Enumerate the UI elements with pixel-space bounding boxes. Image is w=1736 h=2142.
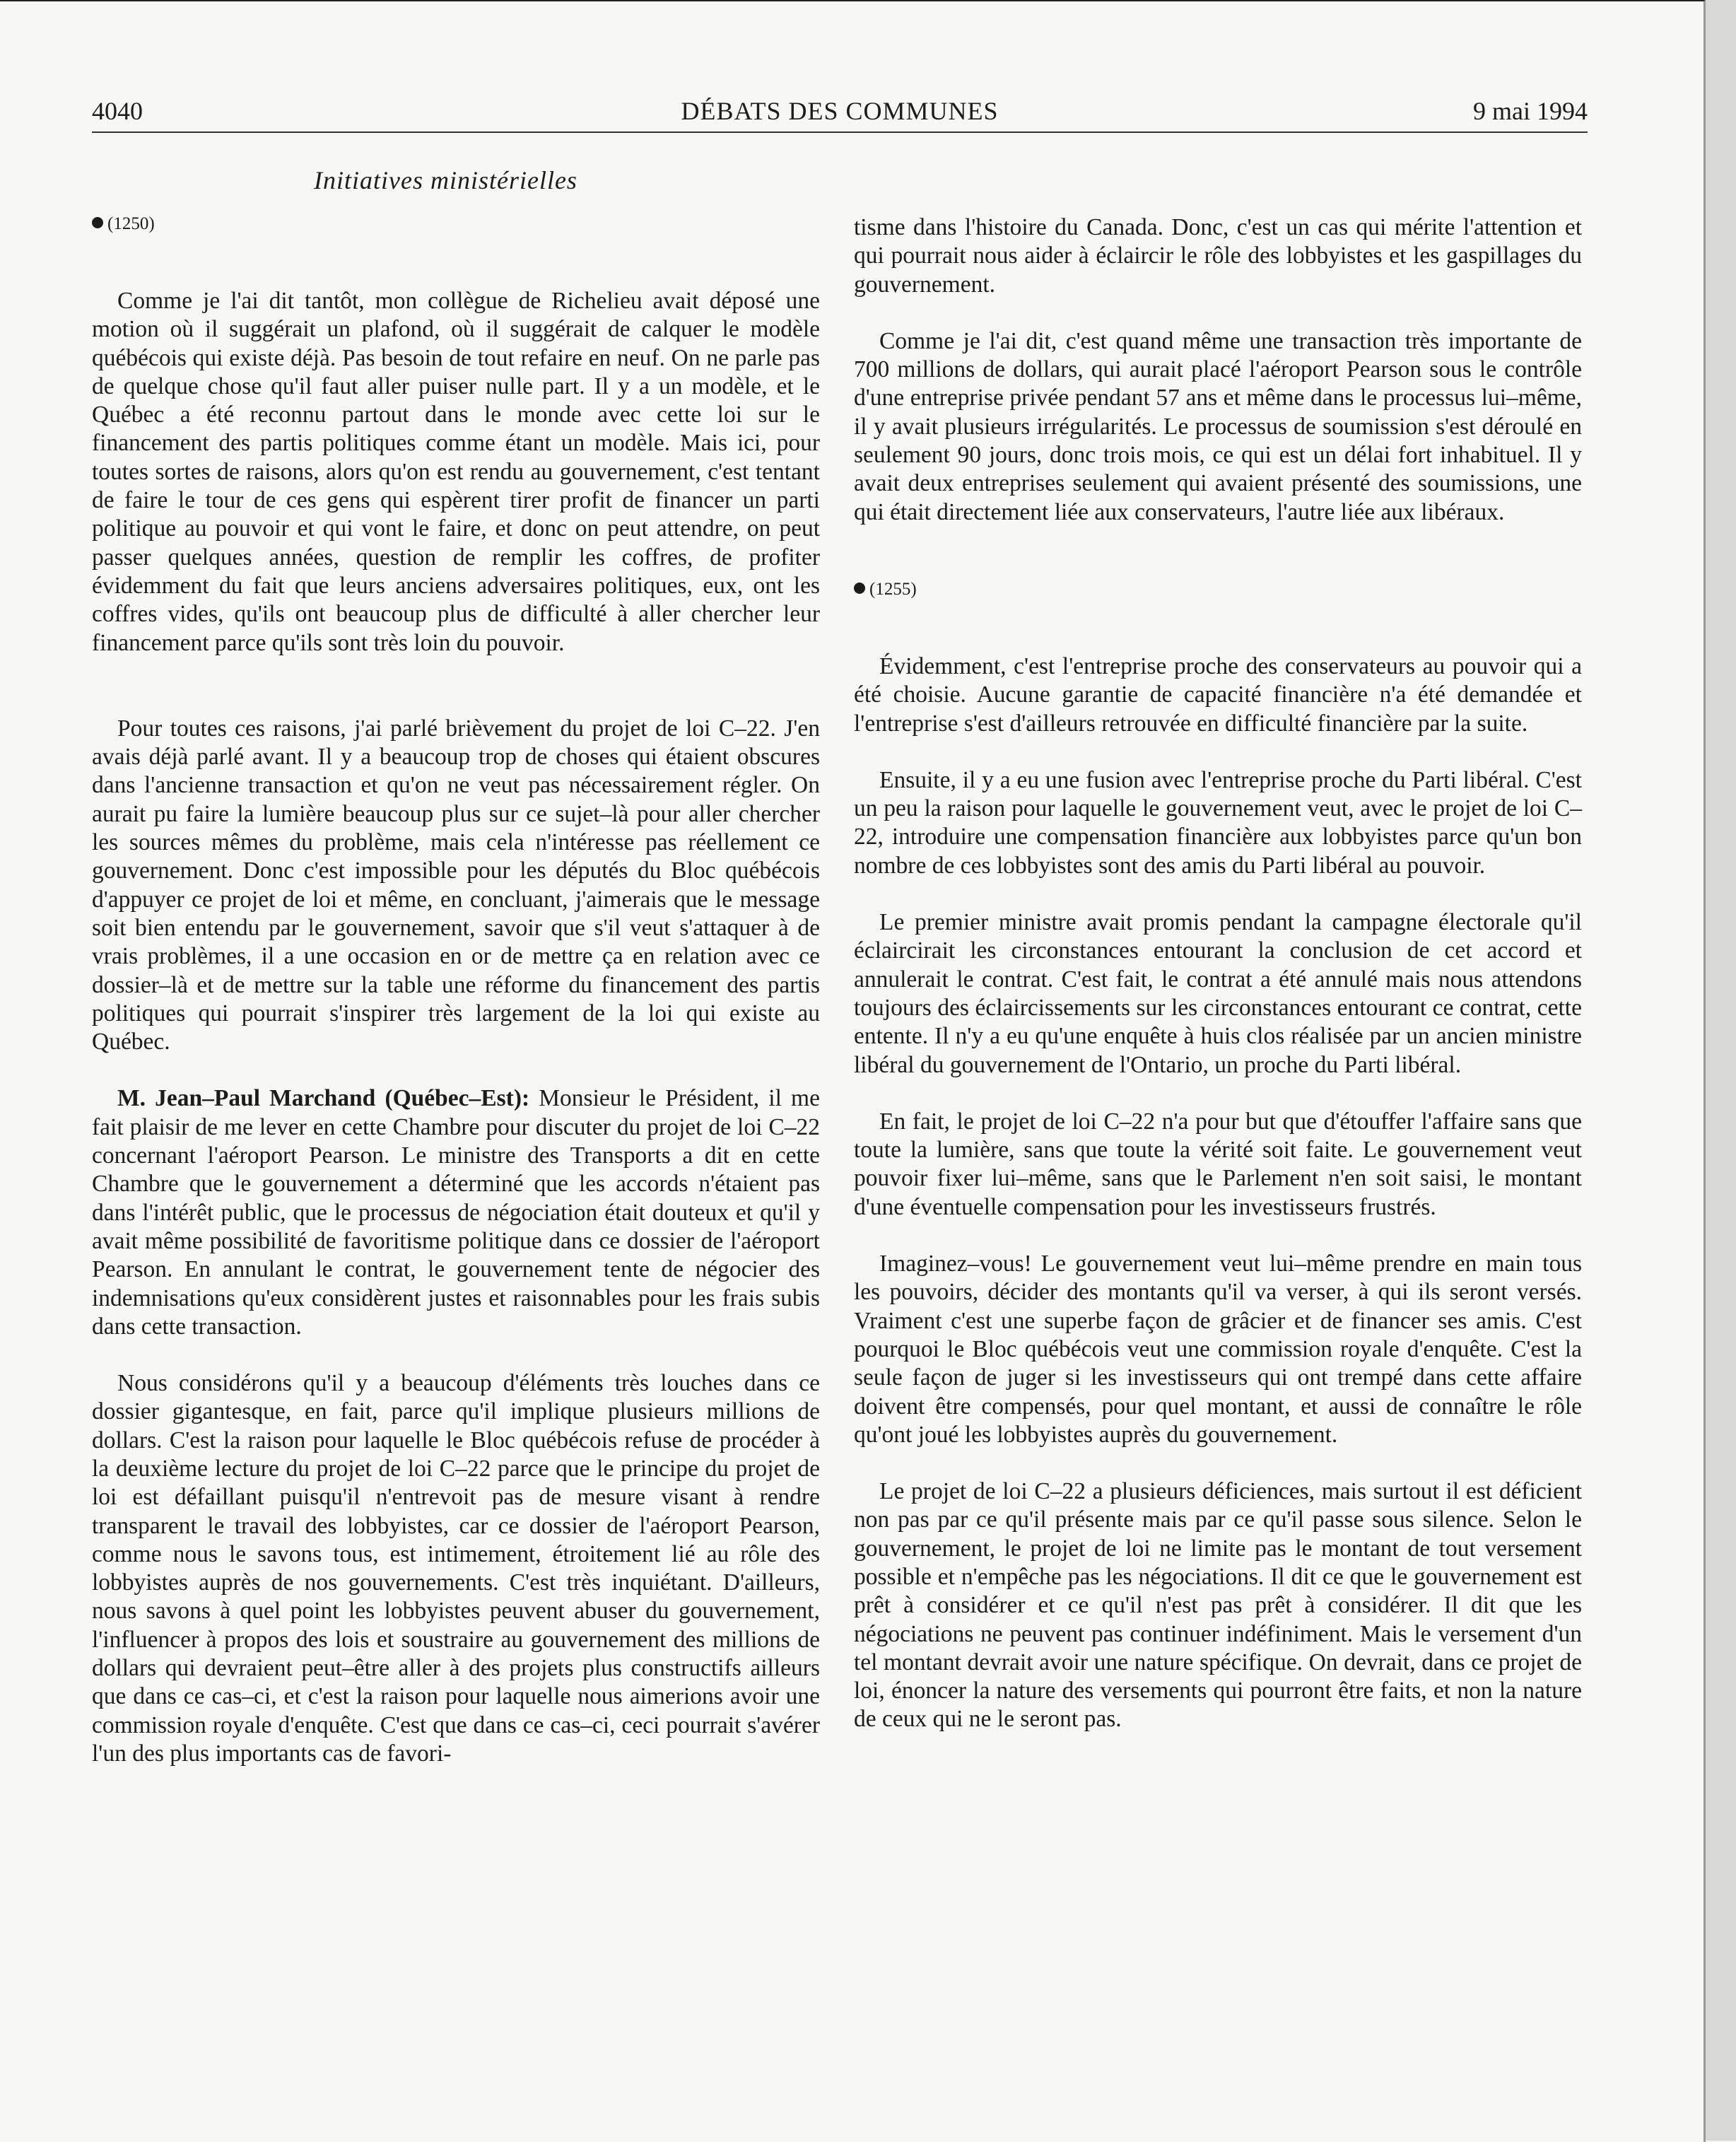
time-marker-right	[854, 579, 1582, 600]
publication-date: 9 mai 1994	[1473, 97, 1588, 125]
bullet-dot-icon	[92, 217, 103, 228]
time-marker-text: (1255)	[869, 579, 917, 599]
scan-edge	[1706, 0, 1736, 2141]
time-marker-left	[92, 213, 820, 235]
paragraph: Évidemment, c'est l'entreprise proche des conservateurs au pouvoir qui a été choisie. Aucune garantie de capacité financière n'a été demandée et l'entreprise s'est d'ailleurs retrouvée en difficulté financière par la suite.	[854, 652, 1582, 737]
paragraph: Le projet de loi C–22 a plusieurs déficiences, mais surtout il est déficient non pas par ce qu'il présente mais par ce qu'il passe sous silence. Selon le gouvernement, le projet de loi ne limite pas le montant de tout versement possible et n'empêche pas les négociations. Il dit ce que le gouvernement est prêt à considérer et ce qu'il n'est pas prêt à considérer. Il dit que les négociations ne peuvent pas continuer indéfiniment. Mais le versement d'un tel montant devrait avoir une nature spécifique. On devrait, dans ce projet de loi, énoncer la nature des versements qui pourront être faits, et non la nature de ceux qui ne le seront pas.	[854, 1478, 1582, 1733]
paragraph: Comme je l'ai dit tantôt, mon collègue de Richelieu avait déposé une motion où il suggérait un plafond, où il suggérait de calquer le modèle québécois qui existe déjà. Pas besoin de tout refaire en neuf. On ne parle pas de quelque chose qu'il faut aller puiser nulle part. Il y a un modèle, et le Québec a été reconnu partout dans le monde avec cette loi sur le financement des partis politiques comme étant un modèle. Mais ici, pour toutes sortes de raisons, alors qu'on est rendu au gouvernement, c'est tentant de faire le tour de ces gens qui espèrent tirer profit de financer un parti politique au pouvoir et qui vont le faire, et donc on peut attendre, on peut passer quelques années, question de remplir les coffres, de profiter évidemment du fait que leurs anciens adversaires politiques, eux, ont les coffres vides, qu'ils ont beaucoup plus de difficulté à aller chercher leur financement parce qu'ils sont très loin du pouvoir.	[92, 288, 820, 656]
paragraph: En fait, le projet de loi C–22 n'a pour but que d'étouffer l'affaire sans que toute la lumière, sans que toute la vérité soit faite. Le gouvernement veut pouvoir fixer lui–même, sans que le Parlement n'en soit saisi, le montant d'une éventuelle compensation pour les investisseurs frustrés.	[854, 1108, 1582, 1220]
paragraph: Pour toutes ces raisons, j'ai parlé brièvement du projet de loi C–22. J'en avais déjà parlé avant. Il y a beaucoup trop de choses qui étaient obscures dans l'ancienne transaction et qu'on ne veut pas nécessairement régler. On aurait pu faire la lumière beaucoup plus sur ce sujet–là pour aller chercher les sources mêmes du problème, mais cela n'intéresse pas réellement ce gouvernement. Donc c'est impossible pour les députés du Bloc québécois d'appuyer ce projet de loi et même, en concluant, j'aimerais que le message soit bien entendu par le gouvernement, savoir que s'il veut s'attaquer à de vrais problèmes, il a une occasion en or de mettre ça en relation avec ce dossier–là et de mettre sur la table une réforme du financement des partis politiques qui pourrait s'inspirer très largement de la loi qui existe au Québec.	[92, 715, 820, 1055]
paragraph: Comme je l'ai dit, c'est quand même une transaction très importante de 700 millions de dollars, qui aurait placé l'aéroport Pearson sous le contrôle d'une entreprise privée pendant 57 ans et même dans le processus lui–même, il y avait plusieurs irrégularités. Le processus de soumission s'est déroulé en seulement 90 jours, donc trois mois, ce qui est un délai fort inhabituel. Il y avait deux entreprises seulement qui avaient présenté des soumissions, une qui était directement liée aux conservateurs, l'autre liée aux libéraux.	[854, 327, 1582, 525]
paragraph: Ensuite, il y a eu une fusion avec l'entreprise proche du Parti libéral. C'est un peu la raison pour laquelle le gouvernement veut, avec le projet de loi C–22, introduire une compensation financière aux lobbyistes parce qu'un bon nombre de ces lobbyistes sont des amis du Parti libéral au pouvoir.	[854, 766, 1582, 879]
page-number: 4040	[92, 97, 143, 125]
speaker-name: M. Jean–Paul Marchand (Québec–Est):	[117, 1085, 530, 1112]
paragraph: Le premier ministre avait promis pendant la campagne électorale qu'il éclaircirait les circonstances entourant la conclusion de cet accord et annulerait le contrat. C'est fait, le contrat a été annulé mais nous attendons toujours des éclaircissements sur les circonstances entourant ce contrat, cette entente. Il n'y a eu qu'une enquête à huis clos réalisée par un ancien ministre libéral du gouvernement de l'Ontario, un proche du Parti libéral.	[854, 909, 1582, 1078]
publication-title: DÉBATS DES COMMUNES	[681, 97, 999, 125]
running-title: Initiatives ministérielles	[314, 166, 577, 194]
paragraph: tisme dans l'histoire du Canada. Donc, c'est un cas qui mérite l'attention et qui pourrait nous aider à éclaircir le rôle des lobbyistes et les gaspillages du gouvernement.	[854, 214, 1582, 298]
right-column	[854, 213, 1582, 1734]
left-column	[92, 213, 820, 1768]
speech-text: Monsieur le Président, il me fait plaisir de me lever en cette Chambre pour discuter du projet de loi C–22 concernant l'aéroport Pearson. Le ministre des Transports a dit en cette Chambre que le gouvernement a déterminé que les accords n'étaient pas dans l'intérêt public, que le processus de négociation était douteux et qu'il y avait même possibilité de favoritisme politique dans ce dossier de l'aéroport Pearson. En annulant le contrat, le gouvernement tente de négocier des indemnisations qu'eux considèrent justes et raisonnables pour les frais subis dans cette transaction.	[92, 1085, 820, 1340]
speaker-paragraph	[92, 1084, 820, 1341]
time-marker-text: (1250)	[107, 214, 155, 233]
paragraph: Nous considérons qu'il y a beaucoup d'éléments très louches dans ce dossier gigantesque, en fait, parce qu'il implique plusieurs millions de dollars. C'est la raison pour laquelle le Bloc québécois refuse de procéder à la deuxième lecture du projet de loi C–22 parce que le principe du projet de loi est défaillant puisqu'il n'entrevoit pas de mesure visant à rendre transparent le travail des lobbyistes, car ce dossier de l'aéroport Pearson, comme nous le savons tous, est intimement, étroitement lié au rôle des lobbyistes auprès de nos gouvernements. C'est très inquiétant. D'ailleurs, nous savons à quel point les lobbyistes peuvent abuser du gouvernement, l'influencer à propos des lois et soustraire au gouvernement des millions de dollars qui devraient peut–être aller à des projets plus constructifs ailleurs que dans ce cas–ci, et c'est la raison pour laquelle nous aimerions avoir une commission royale d'enquête. C'est que dans ce cas–ci, ceci pourrait s'avérer l'un des plus importants cas de favori-	[92, 1370, 820, 1767]
bullet-dot-icon	[854, 583, 865, 594]
paragraph: Imaginez–vous! Le gouvernement veut lui–même prendre en main tous les pouvoirs, décider des montants qu'il va verser, à qui ils seront versés. Vraiment c'est une superbe façon de grâcier et de financer ses amis. C'est pourquoi le Bloc québécois veut une commission royale d'enquête. C'est la seule façon de juger si les investisseurs qui ont trempé dans cette affaire doivent être compensés, pour quel montant, et aussi de connaître le rôle qu'ont joué les lobbyistes auprès du gouvernement.	[854, 1251, 1582, 1448]
page-header	[92, 92, 1588, 133]
